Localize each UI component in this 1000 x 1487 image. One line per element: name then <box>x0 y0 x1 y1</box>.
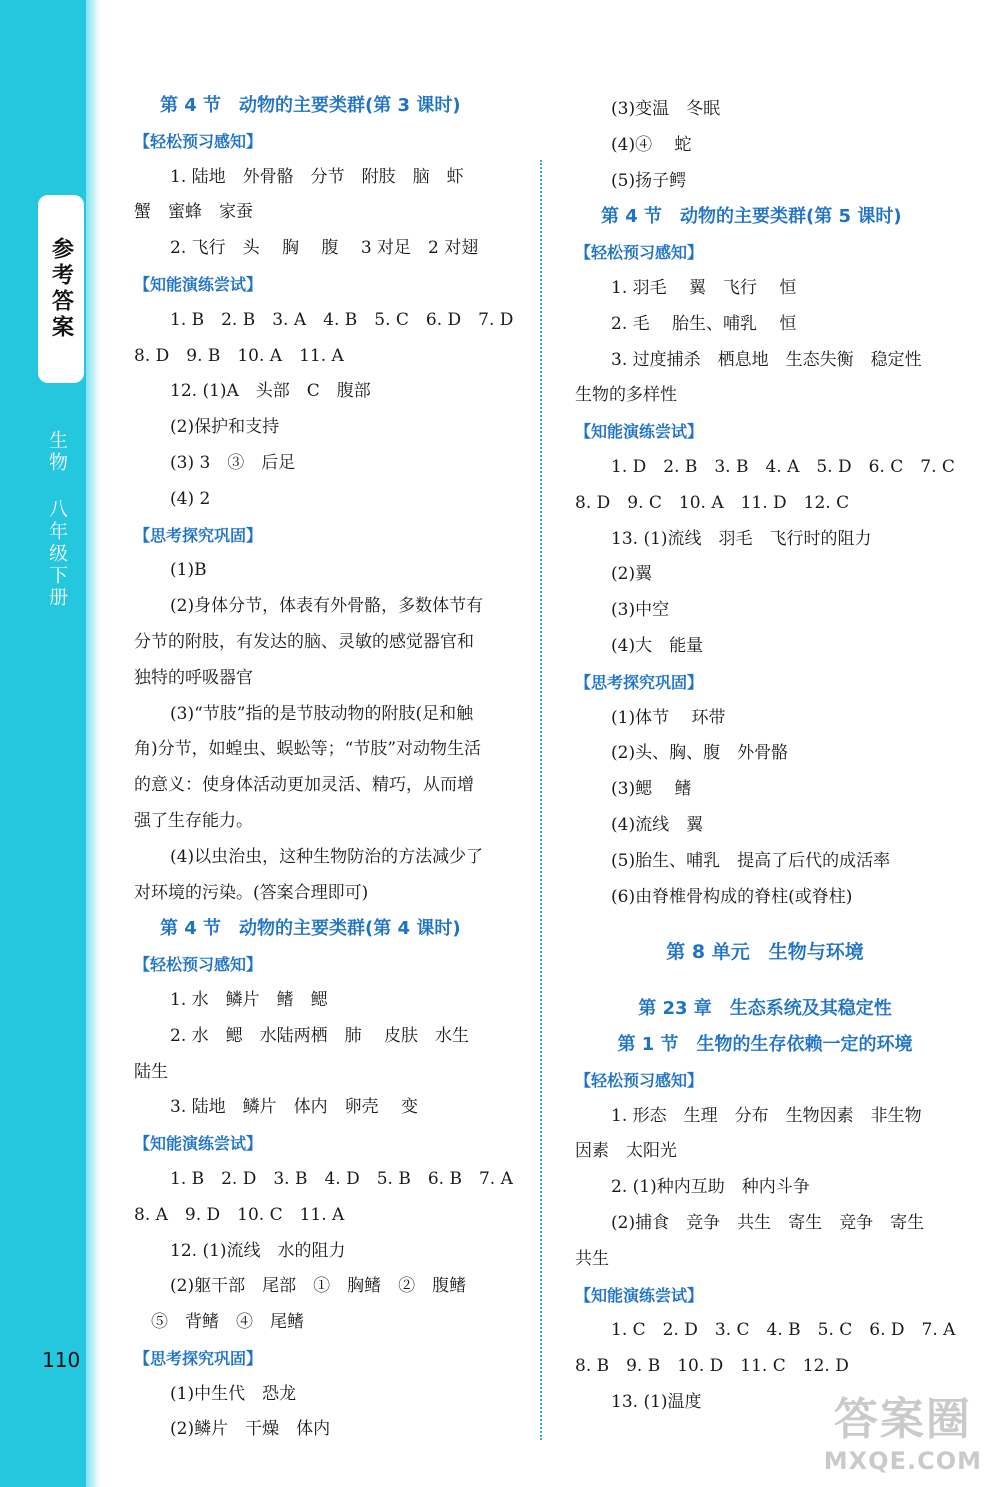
answer-line: 3. 过度捕杀 栖息地 生态失衡 稳定性 <box>611 349 922 370</box>
subsection-label: 【思考探究巩固】 <box>575 672 704 692</box>
column-divider <box>540 160 542 1440</box>
answer-line: (4)④ 蛇 <box>611 134 692 155</box>
answer-line: 陆生 <box>134 1061 168 1082</box>
subsection-label: 【知能演练尝试】 <box>575 1285 704 1305</box>
watermark-line2: MXQE.COM <box>823 1447 982 1475</box>
answer-line: 独特的呼吸器官 <box>134 667 253 688</box>
watermark-line1: 答案圈 <box>833 1394 972 1445</box>
subsection-label: 【轻松预习感知】 <box>134 131 263 151</box>
answer-line: 13. (1)温度 <box>611 1391 702 1412</box>
answer-line: (2)鳞片 干燥 体内 <box>170 1419 331 1440</box>
answer-line: 1. 羽毛 翼 飞行 恒 <box>611 277 797 298</box>
answer-line: 1. B 2. B 3. A 4. B 5. C 6. D 7. D <box>170 309 514 330</box>
watermark-logo <box>824 1383 982 1475</box>
answer-line: 1. 陆地 外骨骼 分节 附肢 脑 虾 <box>170 166 464 187</box>
answer-line: 分节的附肢，有发达的脑、灵敏的感觉器官和 <box>134 631 474 652</box>
answer-line: 2. (1)种内互助 种内斗争 <box>611 1177 810 1198</box>
answer-line: (2)翼 <box>611 564 653 585</box>
section-heading: 第 4 节 动物的主要类群(第 4 课时) <box>160 918 461 940</box>
answer-line: 12. (1)流线 水的阻力 <box>170 1240 346 1261</box>
answer-line: 1. C 2. D 3. C 4. B 5. C 6. D 7. A <box>611 1320 956 1341</box>
answer-line: (1)中生代 恐龙 <box>170 1383 297 1404</box>
answer-line: (4)以虫治虫，这种生物防治的方法减少了 <box>170 846 484 867</box>
answer-line: (5)扬子鳄 <box>611 170 687 191</box>
subsection-label: 【知能演练尝试】 <box>134 274 263 294</box>
answer-line: 的意义：使身体活动更加灵活、精巧，从而增 <box>134 775 474 796</box>
answer-line: (1)B <box>170 560 207 581</box>
section-heading: 第 4 节 动物的主要类群(第 5 课时) <box>601 206 902 228</box>
answer-line: (4)大 能量 <box>611 635 704 656</box>
subsection-label: 【思考探究巩固】 <box>134 525 263 545</box>
left-column <box>134 88 524 1448</box>
answer-line: 1. 水 鳞片 鳍 鳃 <box>170 989 328 1010</box>
answer-line: (6)由脊椎骨构成的脊柱(或脊柱) <box>611 886 853 907</box>
answer-line: (1)体节 环带 <box>611 707 726 728</box>
subsection-label: 【轻松预习感知】 <box>575 1070 704 1090</box>
answer-line: 1. 形态 生理 分布 生物因素 非生物 <box>611 1105 922 1126</box>
section-heading: 第 4 节 动物的主要类群(第 3 课时) <box>160 95 461 116</box>
answer-line: (4)流线 翼 <box>611 814 704 835</box>
answer-line: 2. 水 鳃 水陆两栖 肺 皮肤 水生 <box>170 1025 470 1046</box>
subsection-label: 【知能演练尝试】 <box>575 422 704 442</box>
answer-line: 8. D 9. C 10. A 11. D 12. C <box>575 492 850 513</box>
answer-tab: 参考答案 <box>38 195 84 383</box>
answer-line: 角)分节，如蝗虫、蜈蚣等；“节肢”对动物生活 <box>134 739 482 760</box>
subject-label: 生物 八年级下册 <box>46 430 68 609</box>
answer-line: 1. B 2. D 3. B 4. D 5. B 6. B 7. A <box>170 1168 513 1189</box>
answer-line: (3)鳃 鳍 <box>611 779 692 800</box>
subsection-label: 【知能演练尝试】 <box>134 1134 263 1154</box>
answer-line: (2)身体分节，体表有外骨骼，多数体节有 <box>170 596 484 617</box>
answer-line: 对环境的污染。(答案合理即可) <box>134 882 369 903</box>
subsection-label: 【轻松预习感知】 <box>575 243 704 263</box>
answer-line: 强了生存能力。 <box>134 810 253 831</box>
page-number: 110 <box>42 1348 81 1372</box>
answer-line: 12. (1)A 头部 C 腹部 <box>170 381 371 402</box>
subsection-label: 【轻松预习感知】 <box>134 955 263 975</box>
answer-line: 8. B 9. B 10. D 11. C 12. D <box>575 1356 849 1377</box>
answer-line: (3)“节肢”指的是节肢动物的附肢(足和触 <box>170 703 474 724</box>
answer-line: 8. A 9. D 10. C 11. A <box>134 1204 345 1225</box>
answer-line: (3)中空 <box>611 600 670 621</box>
answer-line: 13. (1)流线 羽毛 飞行时的阻力 <box>611 528 872 549</box>
spacer <box>575 971 955 991</box>
answer-line: 8. D 9. B 10. A 11. A <box>134 345 344 366</box>
unit-heading: 第 8 单元 生物与环境 <box>666 941 864 964</box>
answer-line: (2)躯干部 尾部 ① 胸鳍 ② 腹鳍 <box>170 1276 467 1297</box>
answer-line: 共生 <box>575 1248 609 1269</box>
answer-line: (2)头、胸、腹 外骨骼 <box>611 743 789 764</box>
answer-line: 因素 太阳光 <box>575 1141 677 1162</box>
answer-line: (3)变温 冬眠 <box>611 99 721 119</box>
answer-line: 生物的多样性 <box>575 385 677 406</box>
answer-line: (4) 2 <box>170 488 211 509</box>
spacer <box>575 915 955 935</box>
answer-line: 2. 毛 胎生、哺乳 恒 <box>611 313 797 334</box>
answer-line: 3. 陆地 鳞片 体内 卵壳 变 <box>170 1097 419 1118</box>
answer-line: (5)胎生、哺乳 提高了后代的成活率 <box>611 850 891 871</box>
answer-line: ⑤ 背鳍 ④ 尾鳍 <box>134 1312 304 1333</box>
answer-line: 蟹 蜜蜂 家蚕 <box>134 202 253 223</box>
answer-line: (2)保护和支持 <box>170 417 280 438</box>
subsection-label: 【思考探究巩固】 <box>134 1348 263 1368</box>
answer-line: 1. D 2. B 3. B 4. A 5. D 6. C 7. C <box>611 456 955 477</box>
answer-line: (2)捕食 竞争 共生 寄生 竞争 寄生 <box>611 1212 925 1233</box>
chapter-heading: 第 23 章 生态系统及其稳定性 <box>638 998 892 1020</box>
chapter-heading: 第 1 节 生物的生存依赖一定的环境 <box>617 1033 913 1055</box>
right-column <box>575 92 955 1421</box>
answer-line: (3) 3 ③ 后足 <box>170 452 296 473</box>
answer-line: 2. 飞行 头 胸 腹 3 对足 2 对翅 <box>170 238 479 259</box>
